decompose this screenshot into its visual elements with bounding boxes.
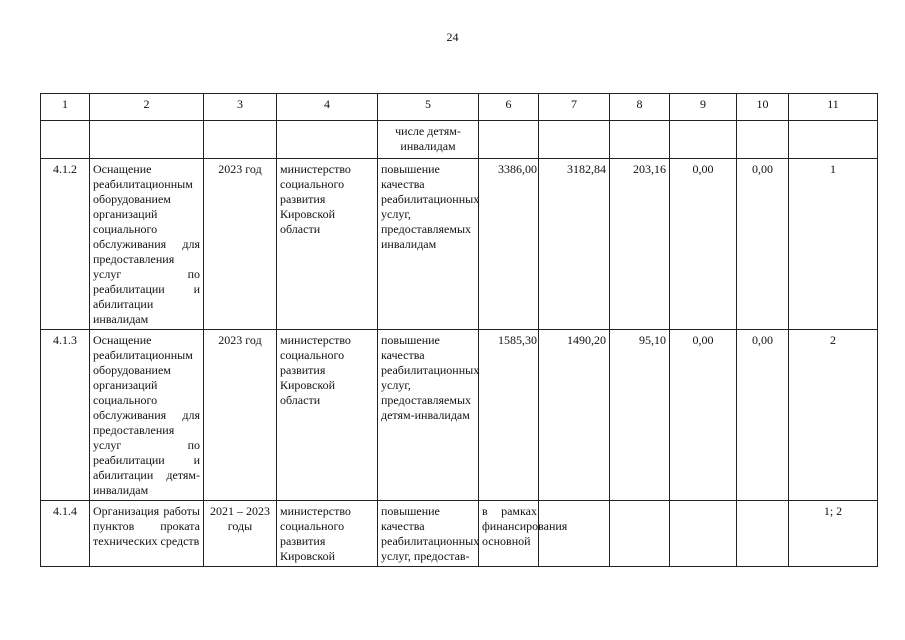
- row-total: 3386,00: [479, 159, 539, 330]
- row-col10: 0,00: [737, 330, 789, 501]
- row-col7: 1490,20: [539, 330, 610, 501]
- table-row: [41, 121, 878, 159]
- row-col9: 0,00: [670, 330, 737, 501]
- row-result: числе детям-инвалидам: [378, 121, 479, 159]
- row-result: повышение качества реабилитационных услуг, предоставляемых детям-инвалидам: [378, 330, 479, 501]
- row-result: повышение качества реабилитационных услуг, предоставляемых инвалидам: [378, 159, 479, 330]
- row-col10: 0,00: [737, 159, 789, 330]
- row-col10: [737, 501, 789, 567]
- header-cell: 11: [789, 94, 878, 121]
- row-col10: [737, 121, 789, 159]
- row-period: 2023 год: [204, 159, 277, 330]
- row-total: [479, 121, 539, 159]
- row-col8: 203,16: [610, 159, 670, 330]
- header-row: [41, 94, 878, 121]
- row-col11: [789, 121, 878, 159]
- row-total: в рамках финансирования основной: [479, 501, 539, 567]
- program-table: [40, 93, 878, 567]
- row-col11: 1: [789, 159, 878, 330]
- page-number: 24: [446, 30, 459, 44]
- header-cell: 5: [378, 94, 479, 121]
- row-number: 4.1.4: [41, 501, 90, 567]
- table-row: [41, 330, 878, 501]
- row-number: 4.1.2: [41, 159, 90, 330]
- row-col8: 95,10: [610, 330, 670, 501]
- row-executor: министерство социального развития Кировской: [277, 501, 378, 567]
- row-name: Оснащение реабилитационным оборудованием организаций социального обслуживания для предоставления услуг по реабилитации и абилитации инвалидам: [90, 159, 204, 330]
- header-cell: 4: [277, 94, 378, 121]
- header-cell: 3: [204, 94, 277, 121]
- row-col11: 1; 2: [789, 501, 878, 567]
- row-col7: [539, 501, 610, 567]
- table-row: [41, 159, 878, 330]
- row-col9: [670, 501, 737, 567]
- row-period: 2021 – 2023 годы: [204, 501, 277, 567]
- row-col8: [610, 501, 670, 567]
- row-col7: [539, 121, 610, 159]
- row-executor: министерство социального развития Кировской области: [277, 159, 378, 330]
- header-cell: 1: [41, 94, 90, 121]
- row-col9: 0,00: [670, 159, 737, 330]
- header-cell: 7: [539, 94, 610, 121]
- row-number: 4.1.3: [41, 330, 90, 501]
- row-total: 1585,30: [479, 330, 539, 501]
- row-name: [90, 121, 204, 159]
- header-cell: 10: [737, 94, 789, 121]
- row-col7: 3182,84: [539, 159, 610, 330]
- row-executor: [277, 121, 378, 159]
- row-col9: [670, 121, 737, 159]
- header-cell: 6: [479, 94, 539, 121]
- row-name: Оснащение реабилитационным оборудованием организаций социального обслуживания для предоставления услуг по реабилитации и абилитации детям-инвалидам: [90, 330, 204, 501]
- row-executor: министерство социального развития Кировской области: [277, 330, 378, 501]
- row-number: [41, 121, 90, 159]
- row-period: 2023 год: [204, 330, 277, 501]
- table-row: [41, 501, 878, 567]
- row-col8: [610, 121, 670, 159]
- row-name: Организация работы пунктов проката технических средств: [90, 501, 204, 567]
- header-cell: 2: [90, 94, 204, 121]
- header-cell: 8: [610, 94, 670, 121]
- row-result: повышение качества реабилитационных услуг, предостав-: [378, 501, 479, 567]
- row-period: [204, 121, 277, 159]
- header-cell: 9: [670, 94, 737, 121]
- row-col11: 2: [789, 330, 878, 501]
